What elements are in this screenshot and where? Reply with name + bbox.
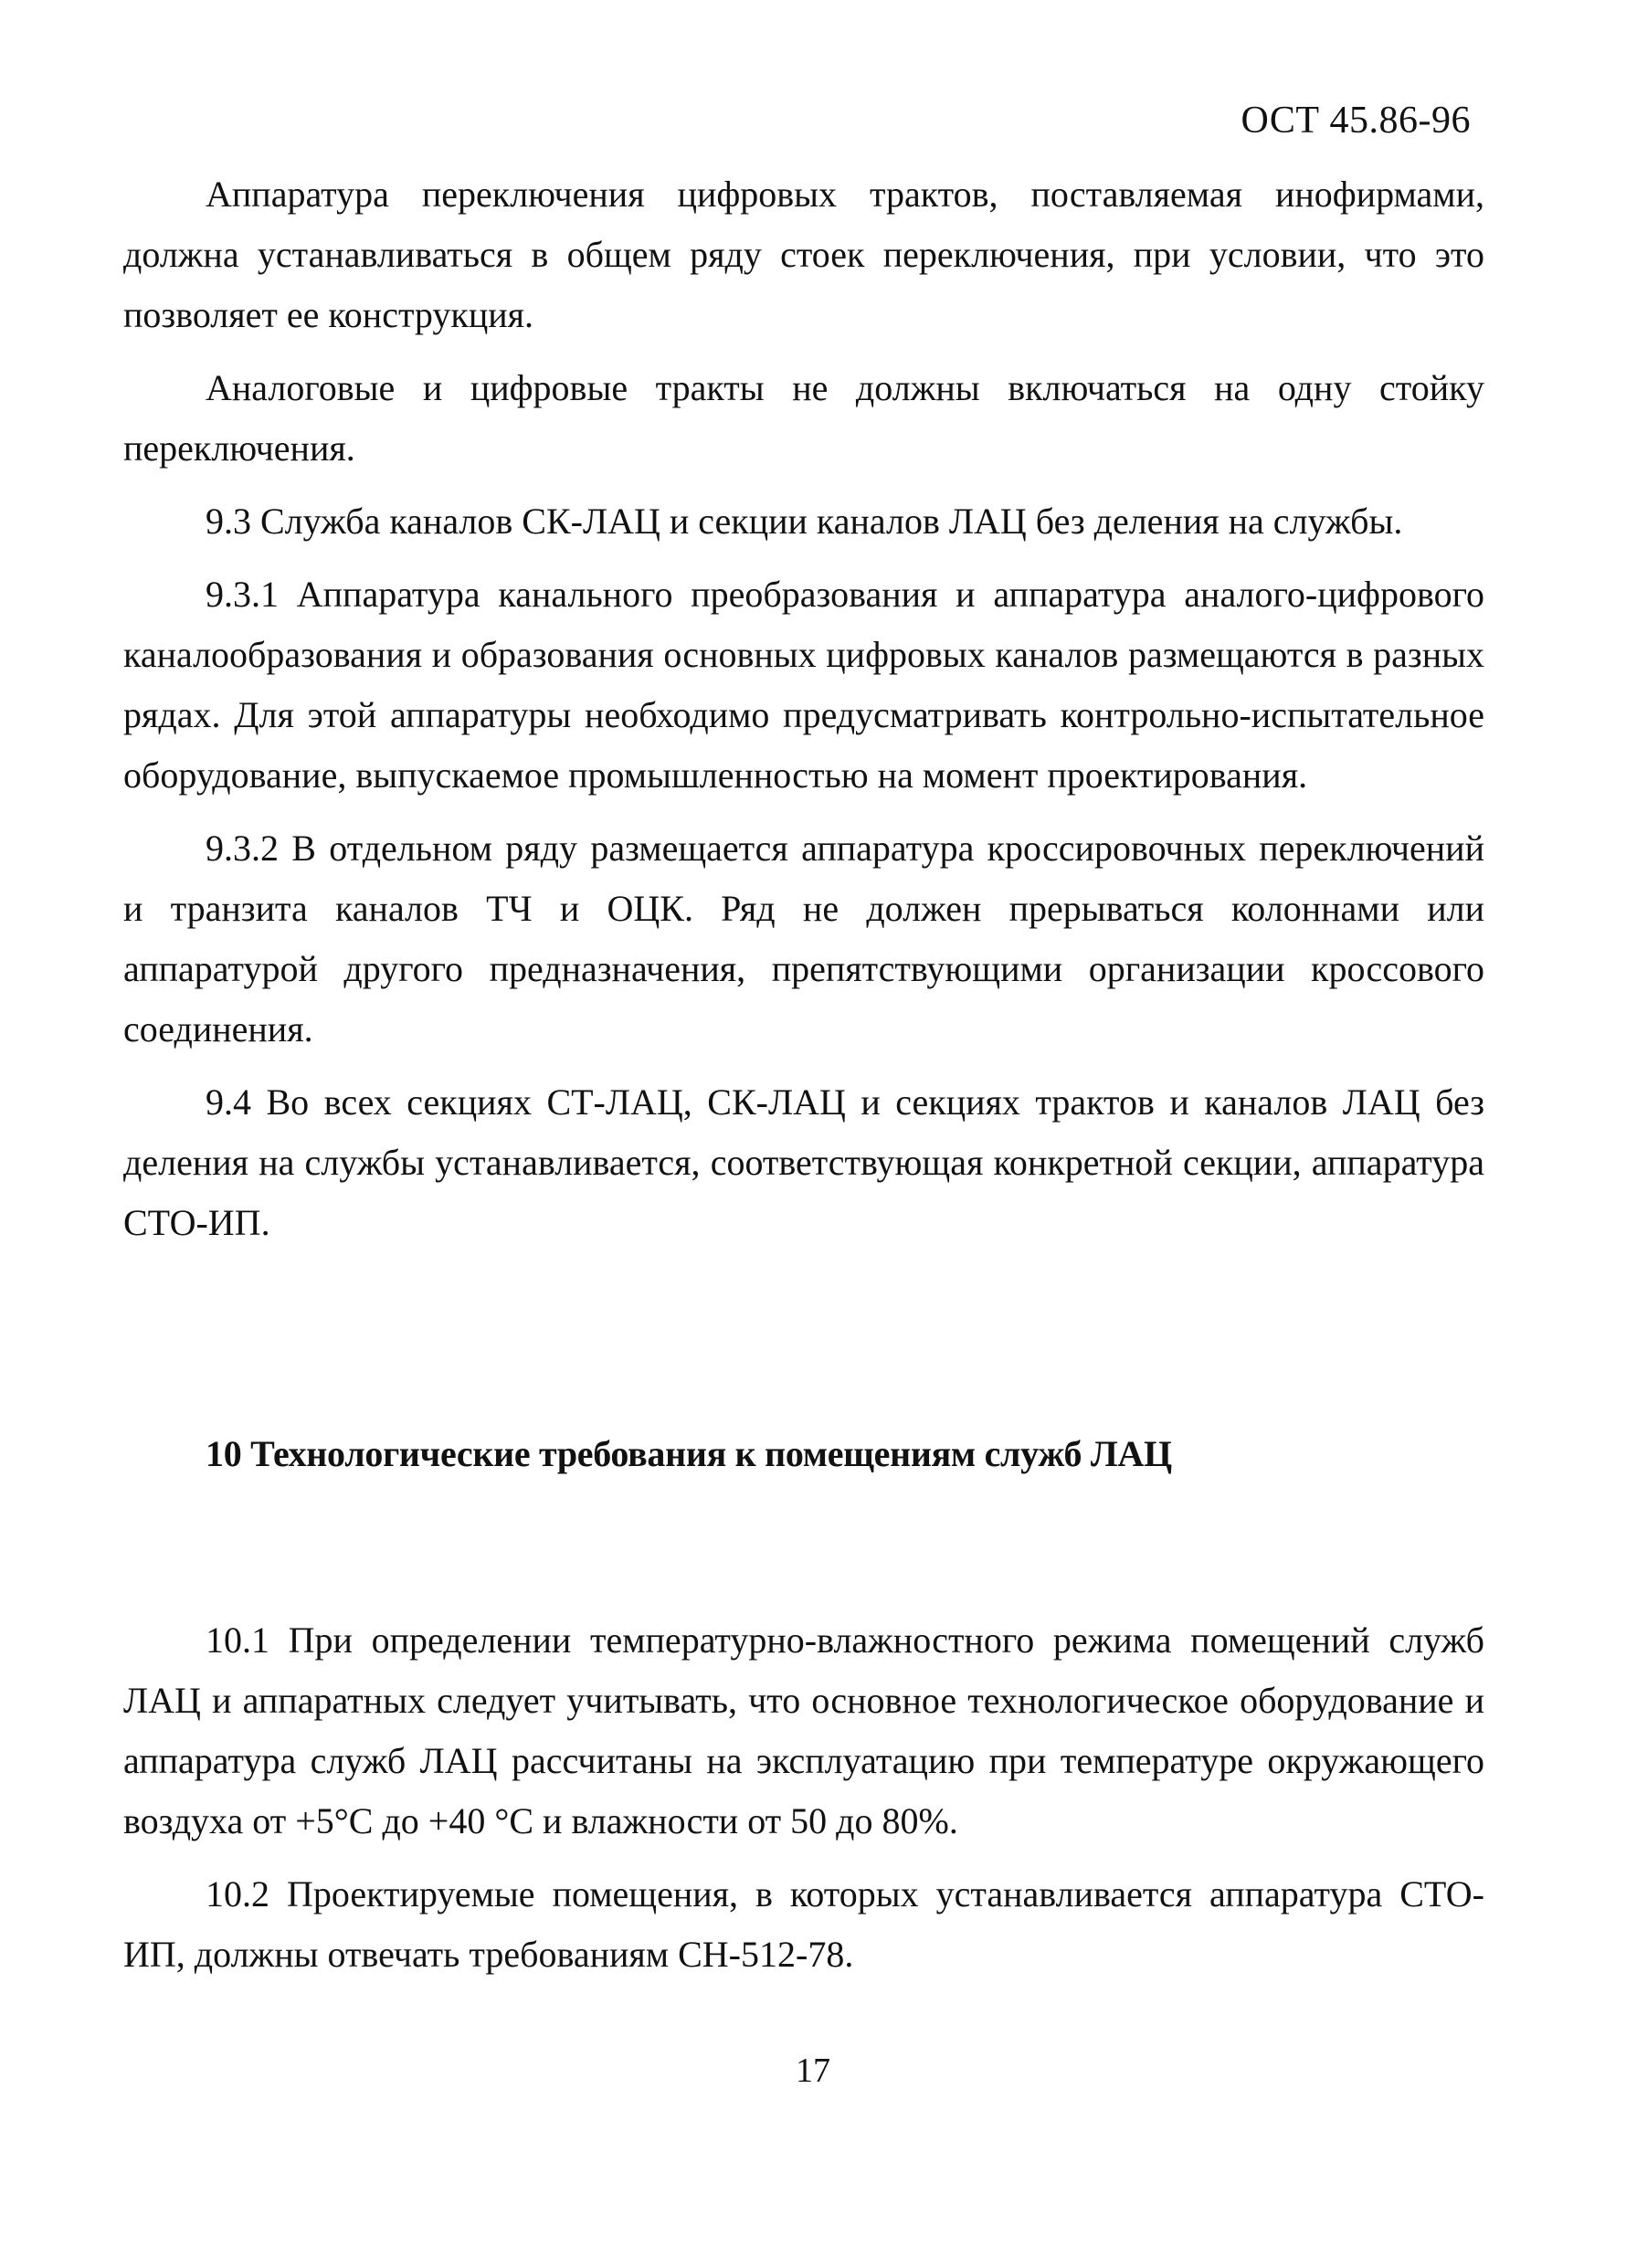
body-text-lower [123, 1610, 1484, 1985]
paragraph-9-3-1: 9.3.1 Аппаратура канального преобразования и аппаратура аналого-цифрового каналообразования и образования основных цифровых каналов размещаются в разных рядах. Для этой аппаратуры необходимо предусматривать контрольно-испытательное оборудование, выпускаемое промышленностью на момент проектирования. [123, 574, 1484, 796]
paragraph-analog-digital-tracts: Аналоговые и цифровые тракты не должны включаться на одну стойку переключения. [123, 367, 1484, 469]
paragraph-equipment-foreign: Аппаратура переключения цифровых трактов, поставляемая инофирмами, должна устанавливаться в общем ряду стоек переключения, при условии, что это позволяет ее конструкция. [123, 174, 1484, 335]
document-code: ОСТ 45.86-96 [1241, 100, 1471, 142]
paragraph-10-1: 10.1 При определении температурно-влажностного режима помещений служб ЛАЦ и аппаратных следует учитывать, что основное технологическое оборудование и аппаратура служб ЛАЦ рассчитаны на эксплуатацию при температуре окружающего воздуха от +5°С до +40 °С и влажности от 50 до 80%. [123, 1619, 1484, 1841]
paragraph-9-3: 9.3 Служба каналов СК-ЛАЦ и секции каналов ЛАЦ без деления на службы. [206, 501, 1403, 542]
paragraph-9-3-2: 9.3.2 В отдельном ряду размещается аппаратура кроссировочных переключений и транзита каналов ТЧ и ОЦК. Ряд не должен прерываться колоннами или аппаратурой другого предназначения, препятствующими организации кроссового соединения. [123, 828, 1484, 1050]
paragraph-10-2: 10.2 Проектируемые помещения, в которых устанавливается аппаратура СТО-ИП, должны отвечать требованиям СН-512-78. [123, 1873, 1484, 1975]
body-text-upper [123, 164, 1484, 1253]
paragraph-9-4: 9.4 Во всех секциях СТ-ЛАЦ, СК-ЛАЦ и секциях трактов и каналов ЛАЦ без деления на службы устанавливается, соответствующая конкретной секции, аппаратура СТО-ИП. [123, 1081, 1484, 1243]
page-number: 17 [796, 2052, 830, 2090]
section-heading-10: 10 Технологические требования к помещениям служб ЛАЦ [206, 1433, 1172, 1474]
